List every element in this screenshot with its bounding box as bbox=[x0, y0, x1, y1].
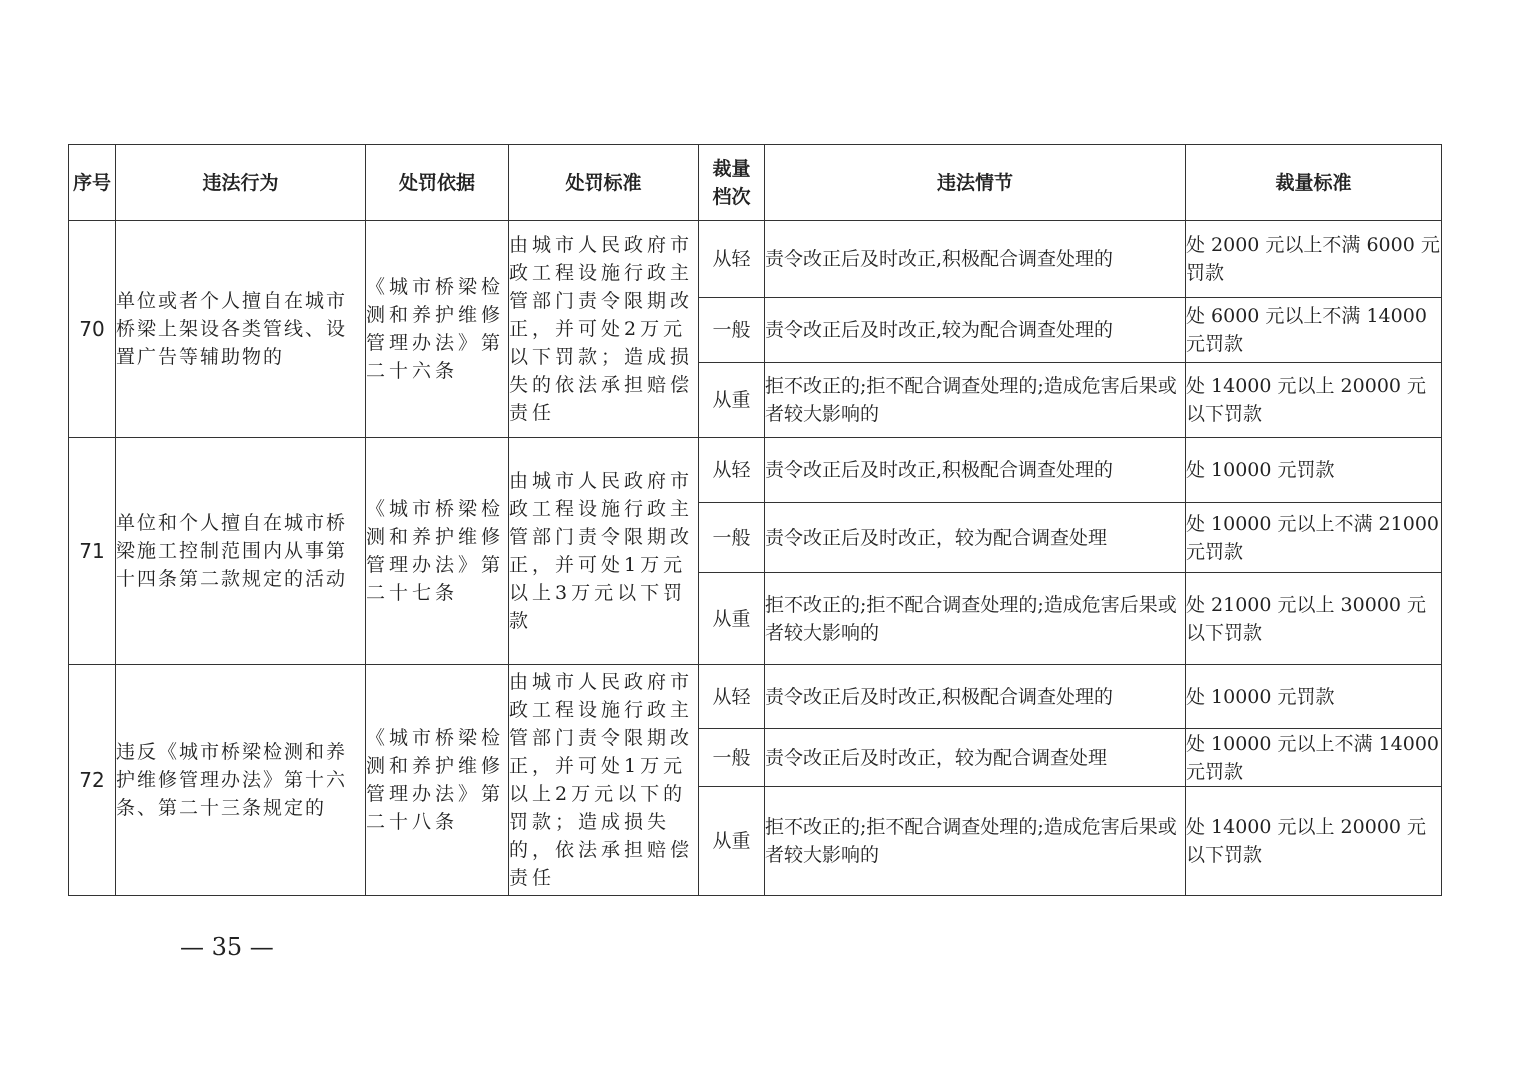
circumstance-cell: 拒不改正的;拒不配合调查处理的;造成危害后果或者较大影响的 bbox=[765, 363, 1186, 438]
table-row bbox=[69, 665, 1442, 729]
level-label: 一般 bbox=[699, 298, 765, 363]
level-label: 从轻 bbox=[699, 665, 765, 729]
row-no: 70 bbox=[69, 221, 116, 438]
row-act: 单位和个人擅自在城市桥梁施工控制范围内从事第十四条第二款规定的活动 bbox=[116, 438, 366, 665]
circumstance-cell: 责令改正后及时改正，较为配合调查处理 bbox=[765, 729, 1186, 787]
table-row bbox=[69, 438, 1442, 503]
row-act: 违反《城市桥梁检测和养护维修管理办法》第十六条、第二十三条规定的 bbox=[116, 665, 366, 896]
row-basis: 《城市桥梁检测和养护维修管理办法》第二十六条 bbox=[366, 221, 509, 438]
header-level bbox=[699, 145, 765, 221]
row-basis: 《城市桥梁检测和养护维修管理办法》第二十七条 bbox=[366, 438, 509, 665]
header-no: 序号 bbox=[69, 145, 116, 221]
header-circumstance: 违法情节 bbox=[765, 145, 1186, 221]
circumstance-cell: 责令改正后及时改正,积极配合调查处理的 bbox=[765, 438, 1186, 503]
circumstance-cell: 拒不改正的;拒不配合调查处理的;造成危害后果或者较大影响的 bbox=[765, 787, 1186, 896]
row-std: 由城市人民政府市政工程设施行政主管部门责令限期改正，并可处1万元以上3万元以下罚款 bbox=[509, 438, 699, 665]
row-std: 由城市人民政府市政工程设施行政主管部门责令限期改正，并可处1万元以上2万元以下的罚款；造成损失的，依法承担赔偿责任 bbox=[509, 665, 699, 896]
result-cell: 处 10000 元以上不满 21000 元罚款 bbox=[1186, 503, 1442, 573]
result-cell: 处 6000 元以上不满 14000 元罚款 bbox=[1186, 298, 1442, 363]
circumstance-cell: 责令改正后及时改正,较为配合调查处理的 bbox=[765, 298, 1186, 363]
result-cell: 处 14000 元以上 20000 元以下罚款 bbox=[1186, 787, 1442, 896]
table-row bbox=[69, 221, 1442, 298]
header-level-line1: 裁量 bbox=[712, 157, 751, 180]
level-label: 从轻 bbox=[699, 438, 765, 503]
result-cell: 处 21000 元以上 30000 元以下罚款 bbox=[1186, 573, 1442, 665]
row-act: 单位或者个人擅自在城市桥梁上架设各类管线、设置广告等辅助物的 bbox=[116, 221, 366, 438]
circumstance-cell: 责令改正后及时改正,积极配合调查处理的 bbox=[765, 221, 1186, 298]
row-no: 72 bbox=[69, 665, 116, 896]
header-std: 处罚标准 bbox=[509, 145, 699, 221]
result-cell: 处 10000 元罚款 bbox=[1186, 665, 1442, 729]
circumstance-cell: 责令改正后及时改正,积极配合调查处理的 bbox=[765, 665, 1186, 729]
row-std: 由城市人民政府市政工程设施行政主管部门责令限期改正，并可处2万元以下罚款；造成损失的依法承担赔偿责任 bbox=[509, 221, 699, 438]
page-number: — 35 — bbox=[180, 933, 274, 961]
level-label: 从重 bbox=[699, 363, 765, 438]
level-label: 一般 bbox=[699, 503, 765, 573]
result-cell: 处 2000 元以上不满 6000 元罚款 bbox=[1186, 221, 1442, 298]
header-result: 裁量标准 bbox=[1186, 145, 1442, 221]
row-basis: 《城市桥梁检测和养护维修管理办法》第二十八条 bbox=[366, 665, 509, 896]
result-cell: 处 14000 元以上 20000 元以下罚款 bbox=[1186, 363, 1442, 438]
circumstance-cell: 拒不改正的;拒不配合调查处理的;造成危害后果或者较大影响的 bbox=[765, 573, 1186, 665]
header-act: 违法行为 bbox=[116, 145, 366, 221]
row-no: 71 bbox=[69, 438, 116, 665]
result-cell: 处 10000 元以上不满 14000 元罚款 bbox=[1186, 729, 1442, 787]
level-label: 从重 bbox=[699, 573, 765, 665]
penalty-table bbox=[68, 144, 1442, 896]
level-label: 从重 bbox=[699, 787, 765, 896]
level-label: 一般 bbox=[699, 729, 765, 787]
result-cell: 处 10000 元罚款 bbox=[1186, 438, 1442, 503]
header-level-line2: 档次 bbox=[712, 185, 751, 208]
header-basis: 处罚依据 bbox=[366, 145, 509, 221]
circumstance-cell: 责令改正后及时改正，较为配合调查处理 bbox=[765, 503, 1186, 573]
level-label: 从轻 bbox=[699, 221, 765, 298]
header-row bbox=[69, 145, 1442, 221]
